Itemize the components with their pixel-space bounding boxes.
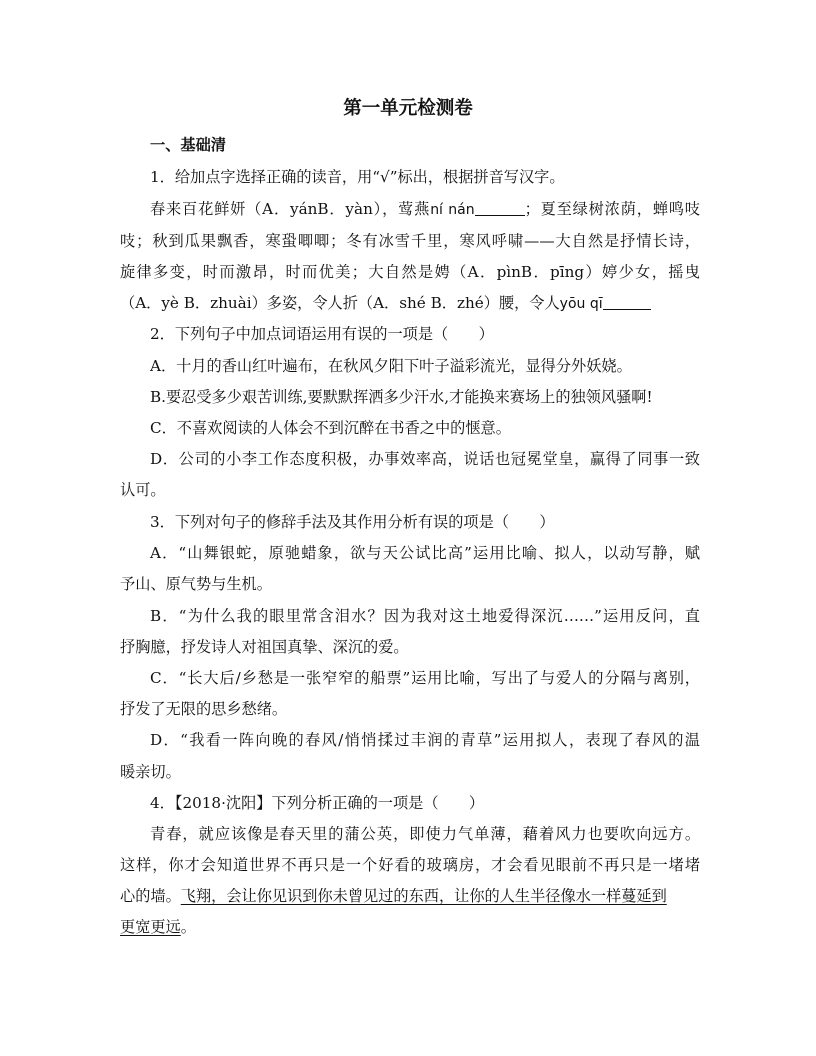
q3-option-a-line-1: A．“山舞银蛇，原驰蜡象，欲与天公试比高”运用比喻、拟人，以动写静，赋 [150, 544, 700, 562]
q4-passage-line-3-a: 心的墙。 [120, 887, 181, 905]
q1-line-3: 旋律多变，时而激昂，时而优美；大自然是娉（A．pìnB．pīng）婷少女，摇曳 [120, 263, 700, 281]
q4-period: 。 [180, 918, 196, 936]
q1-pinyin-2: yōu qī [559, 296, 603, 312]
q4-underlined-sentence: 飞翔，会让你见识到你未曾见过的东西，让你的人生半径像水一样蔓延到 [180, 887, 667, 905]
page-title: 第一单元检测卷 [343, 98, 473, 119]
q2-option-d-line-1: D．公司的小李工作态度积极，办事效率高，说话也冠冕堂皇，赢得了同事一致 [150, 450, 700, 468]
q2-option-b: B.要忍受多少艰苦训练,要默默挥洒多少汗水,才能换来赛场上的独领风骚啊! [150, 388, 653, 406]
q3-option-c-line-2: 抒发了无限的思乡愁绪。 [120, 700, 288, 718]
q3-option-a-line-2: 予山、原气势与生机。 [120, 575, 272, 593]
q1-line-1-b: ；夏至绿树浓荫，蝉鸣吱 [524, 200, 700, 218]
q4-passage-line-2: 这样，你才会知道世界不再只是一个好看的玻璃房，才会看见眼前不再只是一堵堵 [120, 856, 700, 874]
answer-blank-1[interactable] [475, 199, 525, 216]
q3-option-d-line-2: 暖亲切。 [120, 763, 181, 781]
q1-line-1 [150, 198, 700, 221]
q2-option-d-line-2: 认可。 [120, 481, 166, 499]
q1-line-2: 吱；秋到瓜果飘香，寒蛩唧唧；冬有冰雪千里，寒风呼啸——大自然是抒情长诗， [120, 232, 700, 250]
q4-passage-line-1: 青春，就应该像是春天里的蒲公英，即使力气单薄，藉着风力也要吹向远方。 [150, 825, 700, 843]
q2-stem: 2．下列句子中加点词语运用有误的一项是（ ） [150, 325, 494, 343]
q3-option-b-line-1: B．“为什么我的眼里常含泪水？因为我对这土地爱得深沉……”运用反问，直 [150, 607, 700, 625]
q2-option-c: C．不喜欢阅读的人体会不到沉醉在书香之中的惬意。 [150, 419, 511, 437]
q3-option-b-line-2: 抒胸臆，抒发诗人对祖国真挚、深沉的爱。 [120, 638, 409, 656]
q3-stem: 3．下列对句子的修辞手法及其作用分析有误的项是（ ） [150, 513, 555, 531]
q4-passage-line-3 [120, 885, 700, 907]
q3-option-c-line-1: C．“长大后/乡愁是一张窄窄的船票”运用比喻，写出了与爱人的分隔与离别， [150, 669, 700, 687]
q1-line-4 [120, 292, 700, 315]
answer-blank-2[interactable] [603, 293, 651, 310]
q1-stem: 1．给加点字选择正确的读音，用“√”标出，根据拼音写汉字。 [150, 168, 565, 186]
section-heading: 一、基础清 [150, 136, 226, 154]
q3-option-d-line-1: D．“我看一阵向晚的春风/悄悄揉过丰润的青草”运用拟人，表现了春风的温 [150, 731, 700, 749]
q1-line-4-a: （A．yè B．zhuài）多姿，令人折（A．shé B．zhé）腰，令人 [120, 294, 560, 312]
q4-underlined-end: 更宽更远 [120, 918, 181, 936]
q1-pinyin-1: ní nán [430, 202, 475, 218]
q2-option-a: A．十月的香山红叶遍布，在秋风夕阳下叶子溢彩流光，显得分外妖娆。 [150, 357, 632, 375]
q4-stem: 4．【2018·沈阳】下列分析正确的一项是（ ） [150, 794, 485, 812]
q4-passage-line-4 [120, 916, 700, 938]
q1-line-1-a: 春来百花鲜妍（A．yánB．yàn），莺燕 [150, 200, 431, 218]
